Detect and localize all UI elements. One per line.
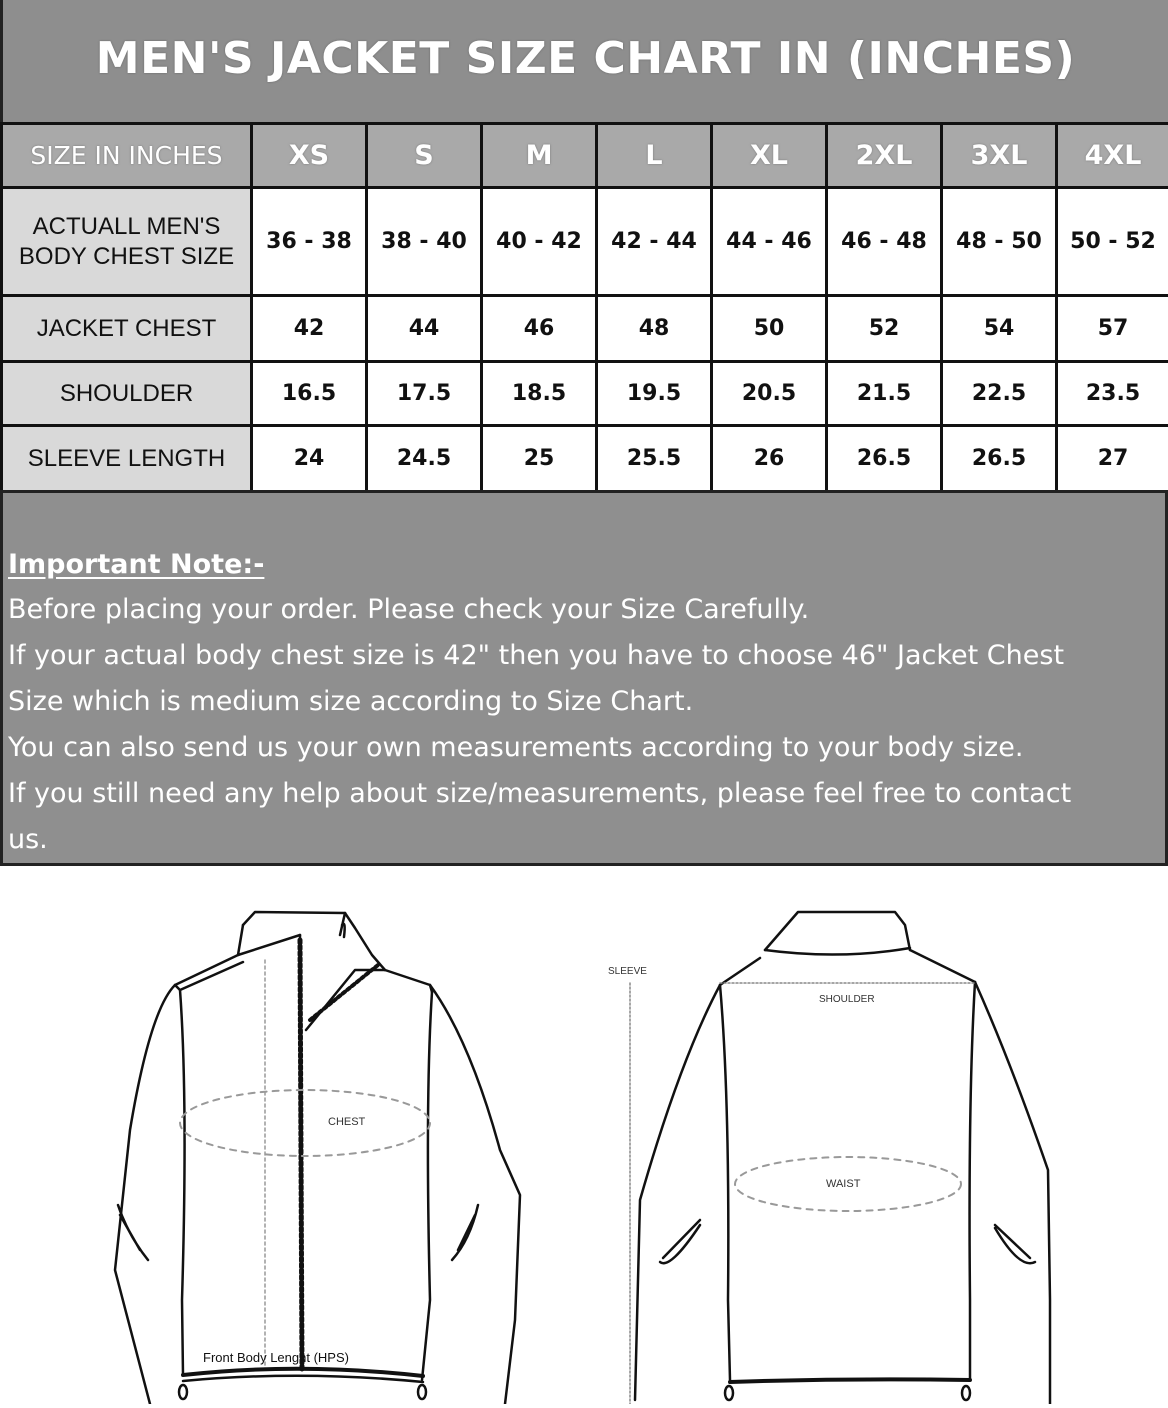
note-line: If your actual body chest size is 42" then you have to choose 46" Jacket Chest	[8, 633, 1165, 679]
note-line: If you still need any help about size/measurements, please feel free to contact	[8, 771, 1165, 817]
waist-label: WAIST	[826, 1178, 860, 1190]
cell: 54	[942, 296, 1057, 362]
cell: 52	[827, 296, 942, 362]
cell: 42 - 44	[597, 188, 712, 296]
cell: 25	[482, 426, 597, 492]
note-heading: Important Note:-	[8, 543, 1165, 587]
jacket-measurement-diagram	[0, 866, 1168, 1404]
title-bar	[0, 0, 1168, 122]
size-2xl: 2XL	[827, 124, 942, 188]
cell: 57	[1057, 296, 1168, 362]
row-label-line1: ACTUALL MEN'S	[3, 212, 250, 242]
cell: 16.5	[252, 362, 367, 426]
cell: 50	[712, 296, 827, 362]
cell: 48 - 50	[942, 188, 1057, 296]
shoulder-label: SHOULDER	[819, 994, 875, 1005]
size-xl: XL	[712, 124, 827, 188]
cell: 27	[1057, 426, 1168, 492]
cell: 25.5	[597, 426, 712, 492]
row-label-line2: BODY CHEST SIZE	[3, 242, 250, 272]
cell: 21.5	[827, 362, 942, 426]
row-label: JACKET CHEST	[2, 296, 252, 362]
size-header-row	[2, 124, 1168, 188]
size-chart-table	[0, 122, 1168, 493]
cell: 50 - 52	[1057, 188, 1168, 296]
cell: 17.5	[367, 362, 482, 426]
row-label: SHOULDER	[2, 362, 252, 426]
sleeve-label: SLEEVE	[608, 966, 647, 977]
table-row-jacket-chest	[2, 296, 1168, 362]
size-s: S	[367, 124, 482, 188]
important-note	[0, 490, 1168, 866]
cell: 26.5	[827, 426, 942, 492]
size-xs: XS	[252, 124, 367, 188]
jacket-illustration	[0, 866, 1168, 1404]
cell: 20.5	[712, 362, 827, 426]
table-row-sleeve-length	[2, 426, 1168, 492]
size-m: M	[482, 124, 597, 188]
cell: 22.5	[942, 362, 1057, 426]
table-row-body-chest	[2, 188, 1168, 296]
cell: 26	[712, 426, 827, 492]
cell: 36 - 38	[252, 188, 367, 296]
cell: 44 - 46	[712, 188, 827, 296]
front-jacket-drawing	[115, 912, 520, 1404]
size-3xl: 3XL	[942, 124, 1057, 188]
back-jacket-drawing	[630, 912, 1050, 1404]
cell: 48	[597, 296, 712, 362]
header-label: SIZE IN INCHES	[2, 124, 252, 188]
note-line: Before placing your order. Please check your Size Carefully.	[8, 587, 1165, 633]
cell: 26.5	[942, 426, 1057, 492]
cell: 19.5	[597, 362, 712, 426]
cell: 24.5	[367, 426, 482, 492]
cell: 18.5	[482, 362, 597, 426]
cell: 40 - 42	[482, 188, 597, 296]
cell: 44	[367, 296, 482, 362]
cell: 38 - 40	[367, 188, 482, 296]
note-line: Size which is medium size according to Size Chart.	[8, 679, 1165, 725]
size-l: L	[597, 124, 712, 188]
note-line: You can also send us your own measurements according to your body size.	[8, 725, 1165, 771]
cell: 42	[252, 296, 367, 362]
front-length-label: Front Body Lenght (HPS)	[203, 1350, 349, 1365]
size-4xl: 4XL	[1057, 124, 1168, 188]
cell: 46	[482, 296, 597, 362]
cell: 24	[252, 426, 367, 492]
note-line: us.	[8, 817, 1165, 863]
cell: 46 - 48	[827, 188, 942, 296]
cell: 23.5	[1057, 362, 1168, 426]
row-label	[2, 188, 252, 296]
chest-label: CHEST	[328, 1116, 365, 1128]
row-label: SLEEVE LENGTH	[2, 426, 252, 492]
table-row-shoulder	[2, 362, 1168, 426]
page-title: MEN'S JACKET SIZE CHART IN (INCHES)	[96, 33, 1075, 84]
